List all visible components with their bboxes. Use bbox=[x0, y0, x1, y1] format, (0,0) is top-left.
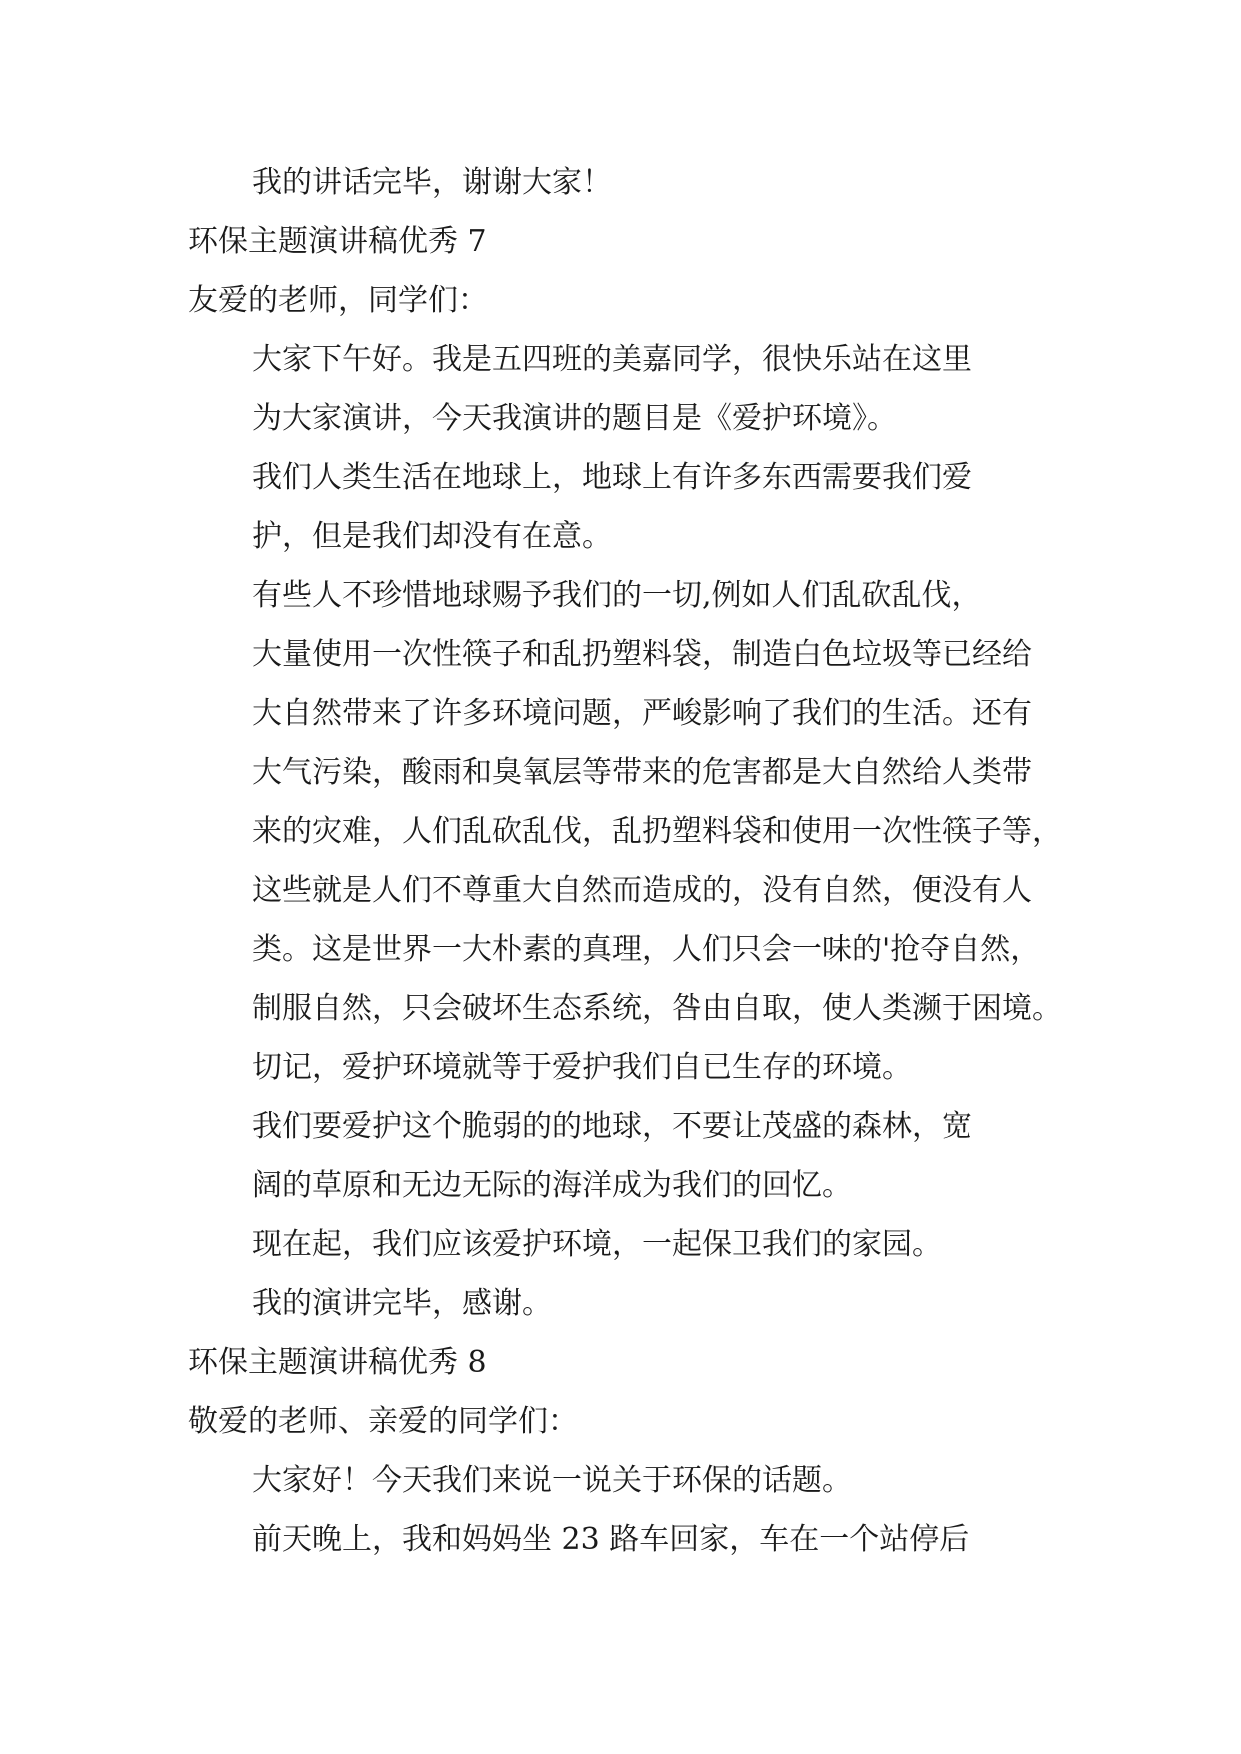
paragraph bbox=[188, 153, 1054, 212]
paragraph bbox=[188, 330, 1054, 448]
text-line: 切记，爱护环境就等于爱护我们自已生存的环境。 bbox=[252, 1050, 912, 1085]
text-line: 现在起，我们应该爱护环境，一起保卫我们的家园。 bbox=[252, 1227, 942, 1262]
text-line: 有些人不珍惜地球赐予我们的一切,例如人们乱砍乱伐， bbox=[252, 578, 982, 613]
text-line: 我的讲话完毕，谢谢大家！ bbox=[252, 165, 612, 200]
document-page bbox=[188, 153, 1062, 1569]
text-line: 友爱的老师，同学们： bbox=[188, 283, 488, 318]
section-heading bbox=[188, 1333, 1054, 1392]
text-line: 大量使用一次性筷子和乱扔塑料袋，制造白色垃圾等已经给 bbox=[252, 637, 1032, 672]
text-line: 类。这是世界一大朴素的真理，人们只会一味的'抢夺自然， bbox=[252, 932, 1041, 967]
salutation bbox=[188, 1392, 1054, 1451]
paragraph bbox=[188, 1510, 1054, 1569]
text-line: 这些就是人们不尊重大自然而造成的，没有自然，便没有人 bbox=[252, 873, 1032, 908]
paragraph bbox=[188, 1451, 1054, 1510]
paragraph bbox=[188, 1097, 1054, 1215]
text-line: 环保主题演讲稿优秀 8 bbox=[188, 1345, 487, 1380]
text-line: 我的演讲完毕，感谢。 bbox=[252, 1286, 552, 1321]
paragraph bbox=[188, 448, 1054, 566]
text-line: 敬爱的老师、亲爱的同学们： bbox=[188, 1404, 578, 1439]
text-line: 来的灾难，人们乱砍乱伐，乱扔塑料袋和使用一次性筷子等， bbox=[252, 814, 1062, 849]
text-line: 环保主题演讲稿优秀 7 bbox=[188, 224, 487, 259]
salutation bbox=[188, 271, 1054, 330]
text-line: 为大家演讲，今天我演讲的题目是《爱护环境》。 bbox=[252, 401, 897, 436]
text-line: 阔的草原和无边无际的海洋成为我们的回忆。 bbox=[252, 1168, 852, 1203]
text-line: 大气污染，酸雨和臭氧层等带来的危害都是大自然给人类带 bbox=[252, 755, 1032, 790]
text-line: 大家下午好。我是五四班的美嘉同学，很快乐站在这里 bbox=[252, 342, 972, 377]
text-line: 前天晚上，我和妈妈坐 23 路车回家，车在一个站停后 bbox=[252, 1522, 970, 1557]
text-line: 制服自然，只会破坏生态系统，咎由自取，使人类濒于困境。 bbox=[252, 991, 1062, 1026]
paragraph bbox=[188, 566, 1062, 1097]
text-line: 大自然带来了许多环境问题，严峻影响了我们的生活。还有 bbox=[252, 696, 1032, 731]
paragraph bbox=[188, 1215, 1054, 1274]
section-heading bbox=[188, 212, 1054, 271]
text-line: 我们人类生活在地球上，地球上有许多东西需要我们爱 bbox=[252, 460, 972, 495]
text-line: 护，但是我们却没有在意。 bbox=[252, 519, 612, 554]
text-line: 我们要爱护这个脆弱的的地球，不要让茂盛的森林，宽 bbox=[252, 1109, 972, 1144]
paragraph bbox=[188, 1274, 1054, 1333]
text-line: 大家好！今天我们来说一说关于环保的话题。 bbox=[252, 1463, 852, 1498]
